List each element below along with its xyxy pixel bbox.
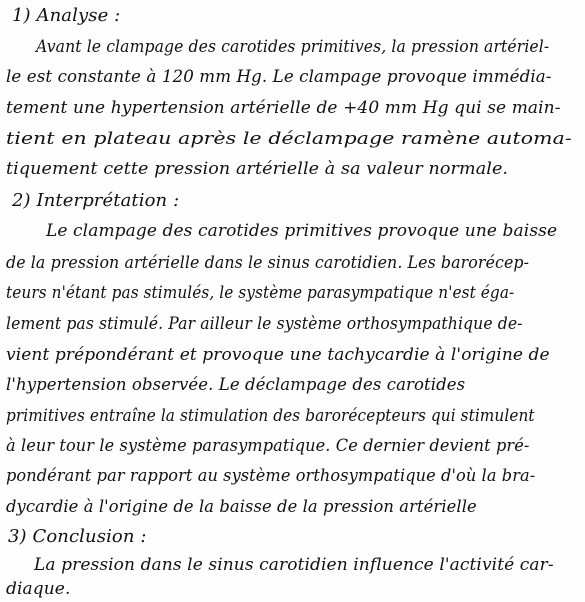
analyse-line-5: tiquement cette pression artérielle à sa valeur normale.: [6, 159, 509, 179]
interpretation-line-7: primitives entraîne la stimulation des barorécepteurs qui stimulent: [6, 406, 535, 426]
interpretation-line-9: pondérant par rapport au système orthosympatique d'où la bra-: [6, 466, 536, 486]
analyse-line-4: tient en plateau après le déclampage ramène automa-: [6, 129, 572, 149]
interpretation-line-1: Le clampage des carotides primitives provoque une baisse: [46, 221, 558, 241]
interpretation-line-5: vient prépondérant et provoque une tachycardie à l'origine de: [6, 345, 550, 365]
analyse-line-3: tement une hypertension artérielle de +40 mm Hg qui se main-: [6, 98, 561, 118]
section-heading-conclusion: 3) Conclusion :: [8, 526, 147, 547]
interpretation-line-10: dycardie à l'origine de la baisse de la pression artérielle: [6, 497, 477, 517]
interpretation-line-8: à leur tour le système parasympatique. Ce dernier devient pré-: [6, 436, 530, 456]
section-heading-analyse: 1) Analyse :: [12, 5, 121, 26]
analyse-line-2: le est constante à 120 mm Hg. Le clampage provoque immédia-: [6, 67, 552, 87]
interpretation-line-2: de la pression artérielle dans le sinus carotidien. Les barorécep-: [6, 253, 530, 273]
section-heading-interpretation: 2) Interprétation :: [12, 190, 180, 211]
analyse-line-1: Avant le clampage des carotides primitives, la pression artériel-: [36, 37, 550, 57]
interpretation-line-3: teurs n'étant pas stimulés, le système parasympatique n'est éga-: [6, 283, 515, 303]
interpretation-line-6: l'hypertension observée. Le déclampage des carotides: [6, 375, 466, 395]
interpretation-line-4: lement pas stimulé. Par ailleur le système orthosympathique de-: [6, 314, 523, 334]
conclusion-line-1: La pression dans le sinus carotidien influence l'activité car-: [34, 555, 554, 575]
conclusion-line-2: diaque.: [6, 579, 71, 599]
